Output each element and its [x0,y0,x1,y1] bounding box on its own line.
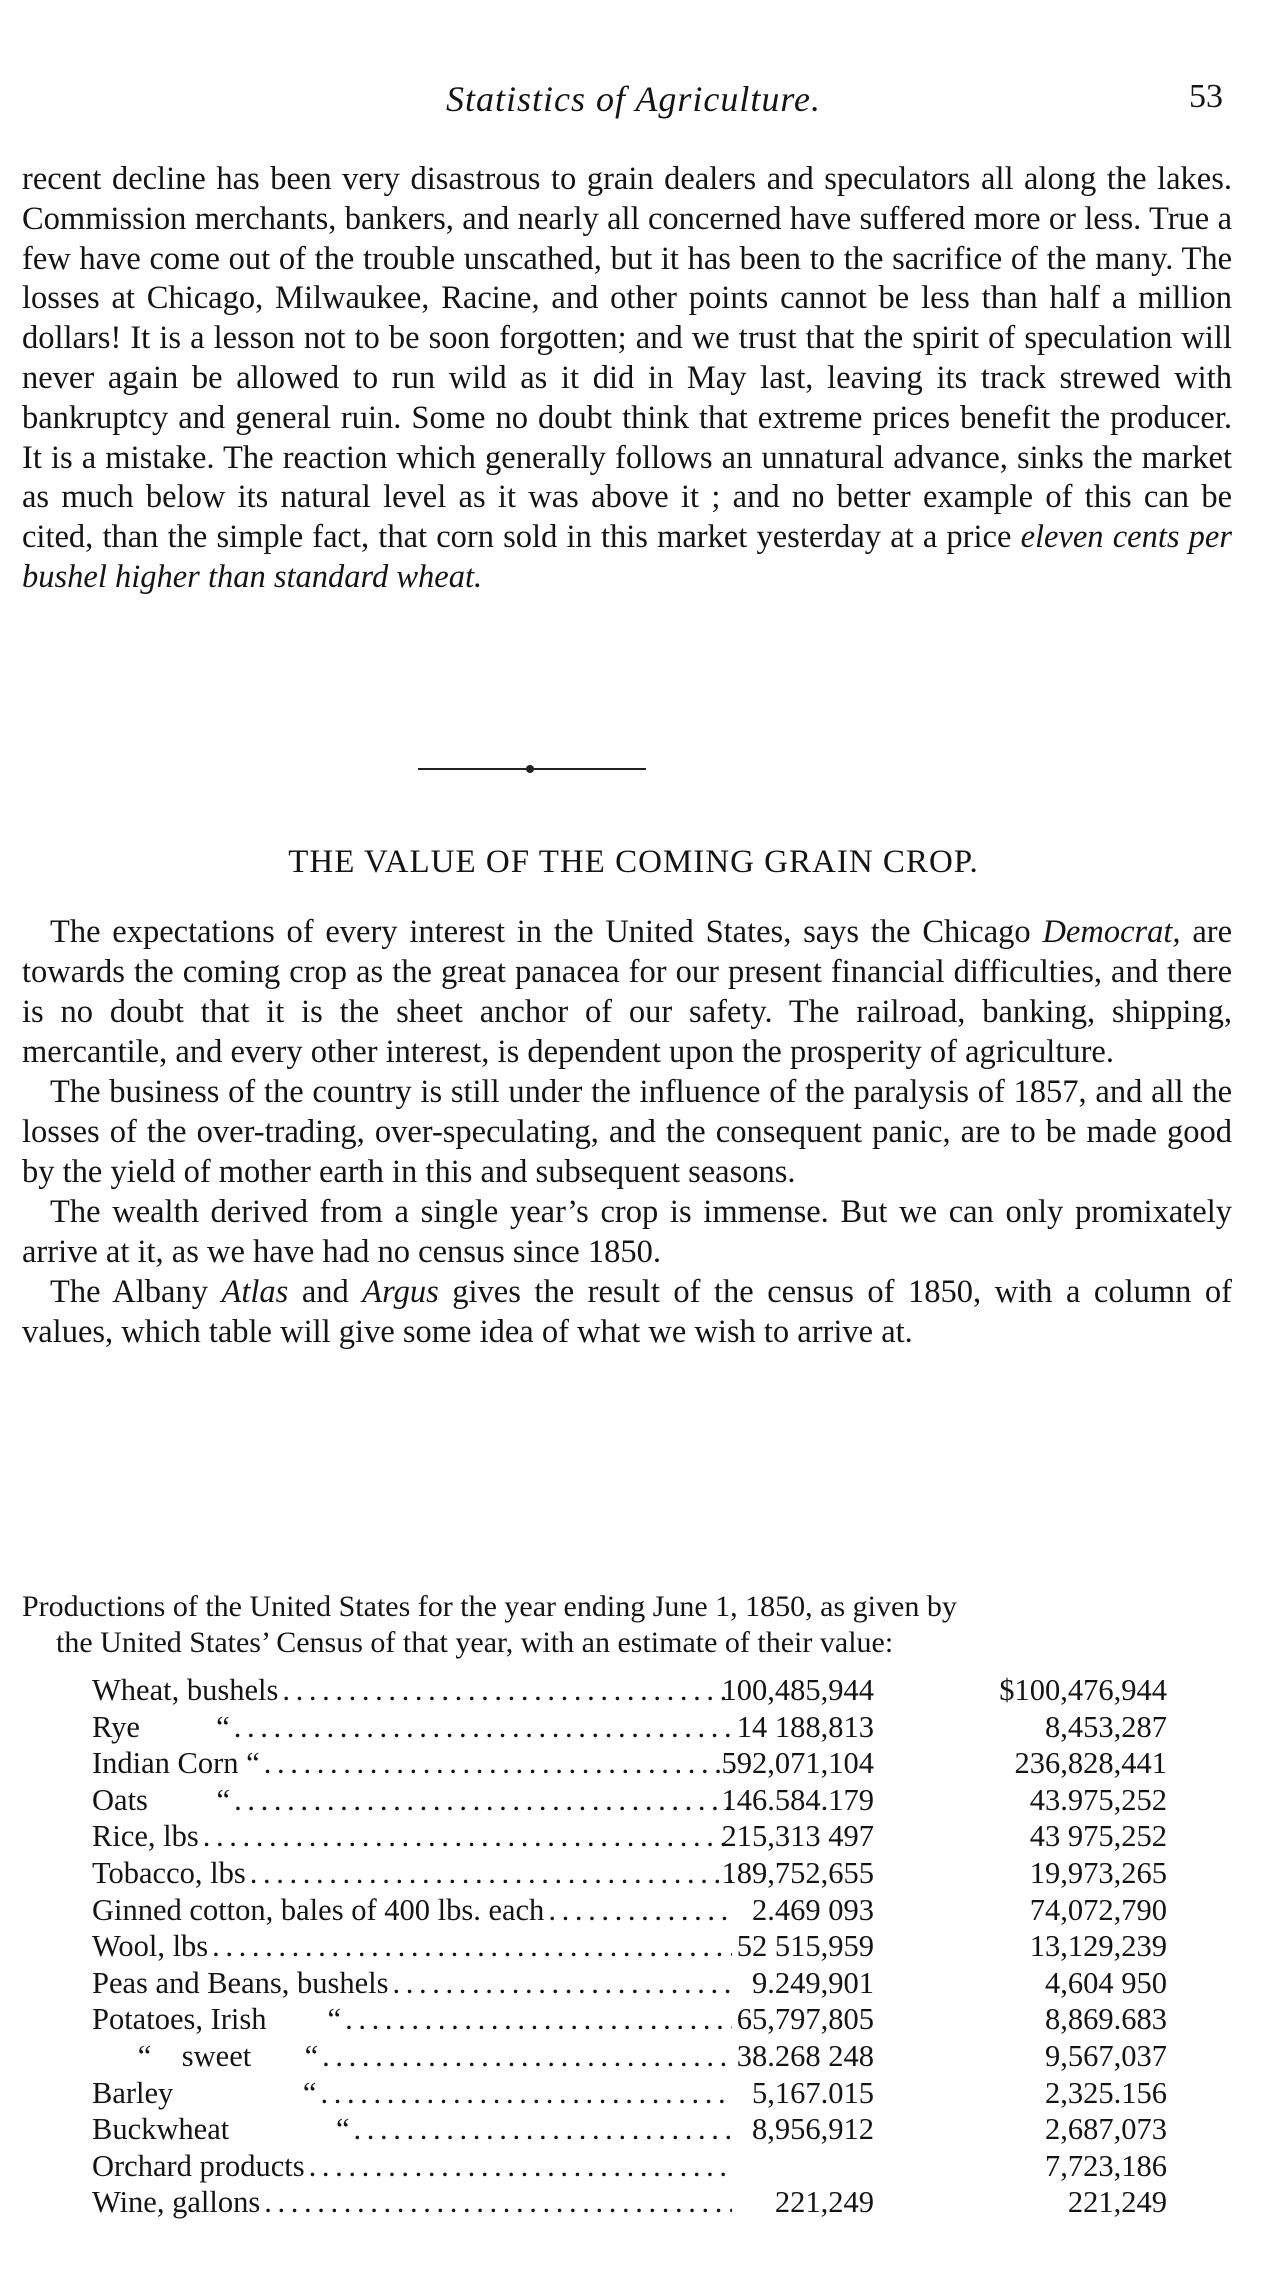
row-value: 221,249 [1067,2185,1167,2220]
table-intro-line-2: the United States’ Census of that year, with an estimate of their value: [56,1626,894,1659]
table-row [92,1856,1167,1893]
row-quantity: 146.584.179 [721,1782,874,1817]
row-value: 43.975,252 [1029,1782,1167,1817]
carryover-italic-tail: eleven cents per bushel higher than standard wheat. [22,519,1232,595]
table-intro-line-1: Productions of the United States for the year ending June 1, 1850, as given by [22,1590,957,1623]
row-value: 13,129,239 [1029,1929,1167,1964]
para4-text-b: and [301,1274,349,1310]
row-value: 19,973,265 [1029,1855,1167,1890]
running-head [0,74,1267,124]
carryover-text: recent decline has been very disastrous to grain dealers and speculators all along the lakes. Commission merchants, bankers, and nearly all concerned have suffered more or less. True a few have come out of the trouble unscathed, but it has been to the sacrifice of the many. The losses at Chicago, Milwaukee, Racine, and other points cannot be less than half a million dollars! It is a lesson not to be soon forgotten; and we trust that the spirit of speculation will never again be allowed to run wild as it did in May last, leaving its track strewed with bankruptcy and general ruin. Some no doubt think that extreme prices benefit the producer. It is a mistake. The reaction which generally follows an unnatural advance, sinks the market as much below its natural level as it was above it ; and no better example of this can be cited, than the simple fact, that corn sold in this market yesterday at a price [22,161,1232,556]
table-row [92,2002,1167,2039]
row-label: Peas and Beans, bushels . . . [92,1966,732,2001]
row-quantity: 215,313 497 [721,1819,874,1854]
row-value: 4,604 950 [1045,1965,1167,2000]
article-paragraph-2: The business of the country is still under the influence of the paralysis of 1857, and all the losses of the over-trading, over-speculating, and the consequent panic, are to be made good by the yield of mother earth in this and subsequent seasons. [22,1074,1232,1190]
divider-dot [526,765,534,773]
table-row [92,1746,1167,1783]
page-number: 53 [1189,78,1223,115]
article-body [22,912,1232,1352]
para4-italic-a: Atlas [221,1274,289,1310]
article-paragraph-4 [22,1272,1232,1352]
table-row [92,1783,1167,1820]
row-value: 2,687,073 [1045,2112,1167,2147]
table-row [92,2076,1167,2113]
section-divider [418,765,646,773]
row-value: 43 975,252 [1029,1819,1167,1854]
row-quantity: 5,167.015 [752,2075,874,2110]
row-quantity: 189,752,655 [721,1855,874,1890]
para4-text-a: The Albany [50,1274,208,1310]
row-label: Indian Corn “ . . . [92,1746,732,1781]
row-quantity: 100,485,944 [721,1673,874,1707]
table-row [92,2112,1167,2149]
row-label: Wine, gallons . . . [92,2185,732,2220]
row-value: 7,723,186 [1045,2148,1167,2183]
para4-italic-b: Argus [362,1274,439,1310]
table-intro [22,1589,1227,1661]
row-label: Buckwheat “ . . . [92,2112,732,2147]
table-row [92,1966,1167,2003]
running-title: Statistics of Agriculture. [446,79,821,119]
row-label: Potatoes, Irish “ . . . [92,2002,732,2037]
row-label: Barley “ . . . [92,2076,732,2111]
table-row [92,1673,1167,1710]
table-row [92,1710,1167,1747]
row-label: Wool, lbs . . . [92,1929,732,1964]
row-value: $100,476,944 [999,1673,1167,1707]
row-quantity: 14 188,813 [736,1709,874,1744]
row-quantity: 65,797,805 [736,2002,874,2037]
para1-text-a: The expectations of every interest in the United States, says the Chicago [50,914,1031,950]
row-label: Orchard products . . . [92,2149,732,2184]
table-row [92,1893,1167,1930]
row-value: 236,828,441 [1014,1746,1167,1781]
row-quantity: 592,071,104 [721,1746,874,1781]
table-row [92,2149,1167,2186]
row-label: “ sweet “ . . . [92,2039,732,2074]
para4-text-c: gives the result of the census of 1850, with a column of values, which table will give some idea of what we wish to arrive at. [22,1274,1232,1350]
row-quantity: 52 515,959 [736,1929,874,1964]
row-label: Ginned cotton, bales of 400 lbs. each . . . [92,1893,732,1928]
row-label: Oats “ . . . [92,1783,732,1818]
row-quantity: 9.249,901 [752,1965,874,2000]
article-paragraph-3: The wealth derived from a single year’s crop is immense. But we can only promixately arrive at it, as we have had no census since 1850. [22,1194,1232,1270]
para1-italic: Democrat, [1042,914,1181,950]
row-label: Rice, lbs . . . [92,1819,732,1854]
row-label: Wheat, bushels . . . [92,1673,732,1708]
table-row [92,1929,1167,1966]
table-row [92,1819,1167,1856]
row-value: 9,567,037 [1045,2038,1167,2073]
table-row [92,2039,1167,2076]
row-quantity: 221,249 [774,2185,874,2220]
para1-text-b: are towards the coming crop as the great panacea for our present financial difficulties, and there is no doubt that it is the sheet anchor of our safety. The railroad, banking, shipping, mercantile, and every other interest, is dependent upon the prosperity of agriculture. [22,914,1233,1070]
production-table [92,1673,1167,2222]
row-label: Tobacco, lbs . . . [92,1856,732,1891]
row-value: 8,453,287 [1045,1709,1167,1744]
carryover-paragraph [22,160,1232,598]
row-label: Rye “ . . . [92,1710,732,1745]
row-value: 2,325.156 [1045,2075,1167,2110]
row-quantity: 2.469 093 [752,1892,874,1927]
row-quantity: 8,956,912 [752,2112,874,2147]
table-row [92,2185,1167,2222]
article-paragraph-1 [22,912,1232,1072]
row-value: 74,072,790 [1029,1892,1167,1927]
row-value: 8,869.683 [1045,2002,1167,2037]
row-quantity: 38.268 248 [736,2038,874,2073]
article-heading: THE VALUE OF THE COMING GRAIN CROP. [288,844,979,880]
